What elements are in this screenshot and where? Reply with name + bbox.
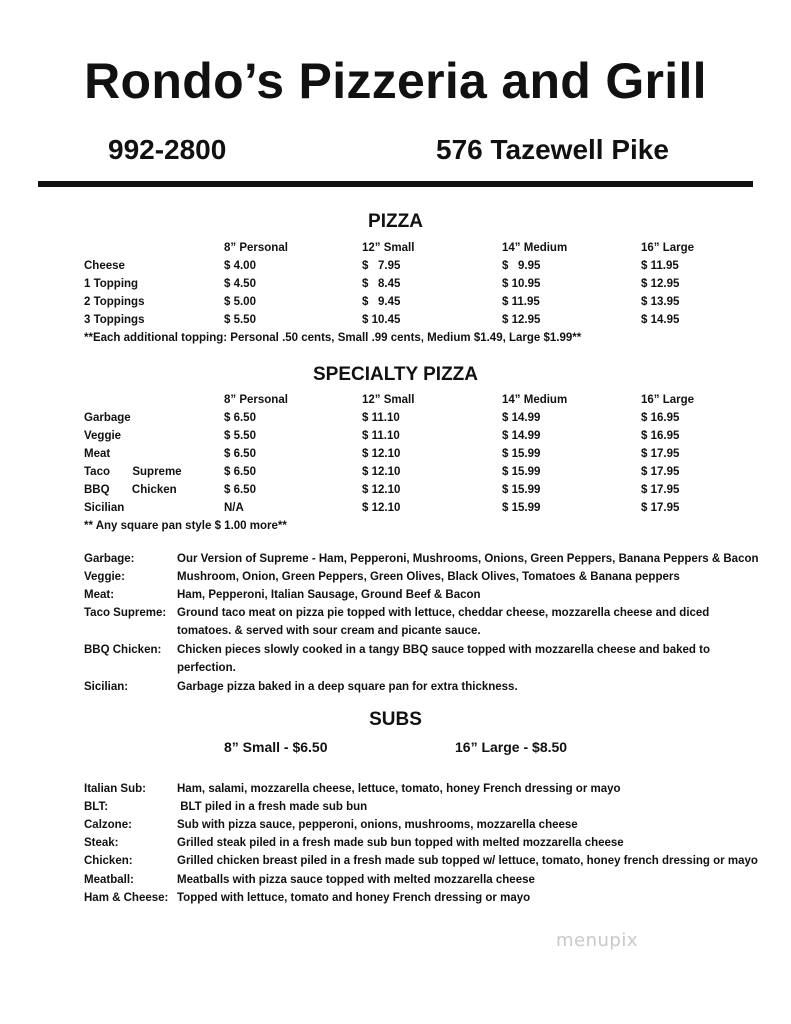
- specialty-section-title: SPECIALTY PIZZA: [312, 364, 479, 385]
- description-label: Sicilian:: [84, 681, 129, 693]
- item-name: Sicilian: [84, 502, 125, 514]
- price: $ 12.10: [362, 484, 401, 496]
- price: $ 11.10: [362, 412, 400, 424]
- phone-number: 992-2800: [108, 134, 227, 165]
- price: $ 12.10: [362, 448, 401, 460]
- price: $ 14.99: [502, 430, 541, 442]
- size-header: 16” Large: [641, 394, 695, 406]
- price: $ 15.99: [502, 502, 541, 514]
- pizza-section-title: PIZZA: [368, 211, 423, 232]
- description-text: Garbage pizza baked in a deep square pan for extra thickness.: [177, 681, 518, 693]
- sub-name: Meatball:: [84, 874, 134, 886]
- price: $ 4.50: [224, 278, 256, 290]
- size-header: 16” Large: [641, 242, 695, 254]
- price: $ 6.50: [224, 448, 256, 460]
- price: $ 14.95: [641, 314, 680, 326]
- price: $ 16.95: [641, 412, 680, 424]
- price: $ 11.95: [502, 296, 540, 308]
- price: $ 9.95: [502, 260, 541, 272]
- price: $ 5.50: [224, 430, 256, 442]
- sub-name: Chicken:: [84, 855, 133, 867]
- item-name: 2 Toppings: [84, 296, 145, 308]
- restaurant-title: Rondo’s Pizzeria and Grill: [84, 53, 707, 109]
- price: $ 16.95: [641, 430, 680, 442]
- sub-name: Ham & Cheese:: [84, 892, 169, 904]
- price: $ 6.50: [224, 466, 256, 478]
- sub-description: Meatballs with pizza sauce topped with melted mozzarella cheese: [177, 874, 535, 886]
- sub-description: Ham, salami, mozzarella cheese, lettuce, tomato, honey French dressing or mayo: [177, 783, 621, 795]
- item-name: BBQ Chicken: [84, 484, 177, 496]
- item-name: 1 Topping: [84, 278, 139, 290]
- price: $ 17.95: [641, 502, 680, 514]
- menupix-watermark: menupix: [556, 930, 639, 951]
- square-pan-note: ** Any square pan style $ 1.00 more**: [84, 520, 287, 532]
- price: $ 6.50: [224, 484, 256, 496]
- description-text: Chicken pieces slowly cooked in a tangy BBQ sauce topped with mozzarella cheese and baked to perfection.: [177, 644, 710, 674]
- price: $ 17.95: [641, 466, 680, 478]
- sub-description: Topped with lettuce, tomato and honey French dressing or mayo: [177, 892, 531, 904]
- size-header: 12” Small: [362, 242, 415, 254]
- sub-name: Calzone:: [84, 819, 132, 831]
- sub-name: BLT:: [84, 801, 109, 813]
- sub-name: Italian Sub:: [84, 783, 146, 795]
- description-text: Mushroom, Onion, Green Peppers, Green Olives, Black Olives, Tomatoes & Banana peppers: [177, 571, 680, 583]
- price: $ 13.95: [641, 296, 680, 308]
- size-header: 8” Personal: [224, 394, 288, 406]
- size-header: 8” Personal: [224, 242, 288, 254]
- price: $ 5.00: [224, 296, 256, 308]
- price: $ 6.50: [224, 412, 256, 424]
- sub-small-price: 8” Small - $6.50: [224, 739, 328, 755]
- price: $ 9.45: [362, 296, 401, 308]
- price: $ 14.99: [502, 412, 541, 424]
- description-label: Garbage:: [84, 553, 135, 565]
- item-name: Cheese: [84, 260, 125, 272]
- price: $ 7.95: [362, 260, 401, 272]
- item-name: Garbage: [84, 412, 131, 424]
- price: $ 12.10: [362, 502, 401, 514]
- sub-description: Grilled chicken breast piled in a fresh made sub topped w/ lettuce, tomato, honey french dressing or mayo: [177, 855, 758, 867]
- price: $ 10.45: [362, 314, 401, 326]
- description-label: Veggie:: [84, 571, 125, 583]
- item-name: Meat: [84, 448, 111, 460]
- price: $ 15.99: [502, 484, 541, 496]
- item-name: Veggie: [84, 430, 122, 442]
- sub-description: Sub with pizza sauce, pepperoni, onions, mushrooms, mozzarella cheese: [177, 819, 578, 831]
- description-label: Meat:: [84, 589, 115, 601]
- description-text: Ground taco meat on pizza pie topped with lettuce, cheddar cheese, mozzarella cheese and diced tomatoes. & served with sour cream and picante sauce.: [177, 607, 710, 637]
- sub-description: Grilled steak piled in a fresh made sub bun topped with melted mozzarella cheese: [177, 837, 624, 849]
- description-label: BBQ Chicken:: [84, 644, 162, 656]
- price: $ 8.45: [362, 278, 401, 290]
- topping-note: **Each additional topping: Personal .50 cents, Small .99 cents, Medium $1.49, Large $1.99**: [84, 332, 582, 344]
- header-divider: [38, 181, 753, 187]
- price: $ 15.99: [502, 448, 541, 460]
- price: $ 11.95: [641, 260, 679, 272]
- subs-section-title: SUBS: [369, 709, 422, 730]
- price: $ 17.95: [641, 484, 680, 496]
- price: $ 12.10: [362, 466, 401, 478]
- price: $ 10.95: [502, 278, 541, 290]
- sub-large-price: 16” Large - $8.50: [455, 739, 568, 755]
- price: $ 12.95: [502, 314, 541, 326]
- size-header: 12” Small: [362, 394, 415, 406]
- sub-name: Steak:: [84, 837, 119, 849]
- description-text: Our Version of Supreme - Ham, Pepperoni, Mushrooms, Onions, Green Peppers, Banana Peppers & Bacon: [177, 553, 759, 565]
- item-name: 3 Toppings: [84, 314, 145, 326]
- price: $ 17.95: [641, 448, 680, 460]
- item-name: Taco Supreme: [84, 466, 182, 478]
- price: $ 12.95: [641, 278, 680, 290]
- street-address: 576 Tazewell Pike: [436, 134, 669, 165]
- description-text: Ham, Pepperoni, Italian Sausage, Ground Beef & Bacon: [177, 589, 481, 601]
- price: $ 5.50: [224, 314, 256, 326]
- price: $ 11.10: [362, 430, 400, 442]
- sub-description: BLT piled in a fresh made sub bun: [177, 801, 368, 813]
- price: $ 15.99: [502, 466, 541, 478]
- description-label: Taco Supreme:: [84, 607, 167, 619]
- size-header: 14” Medium: [502, 394, 568, 406]
- price: $ 4.00: [224, 260, 256, 272]
- price: N/A: [224, 502, 244, 514]
- size-header: 14” Medium: [502, 242, 568, 254]
